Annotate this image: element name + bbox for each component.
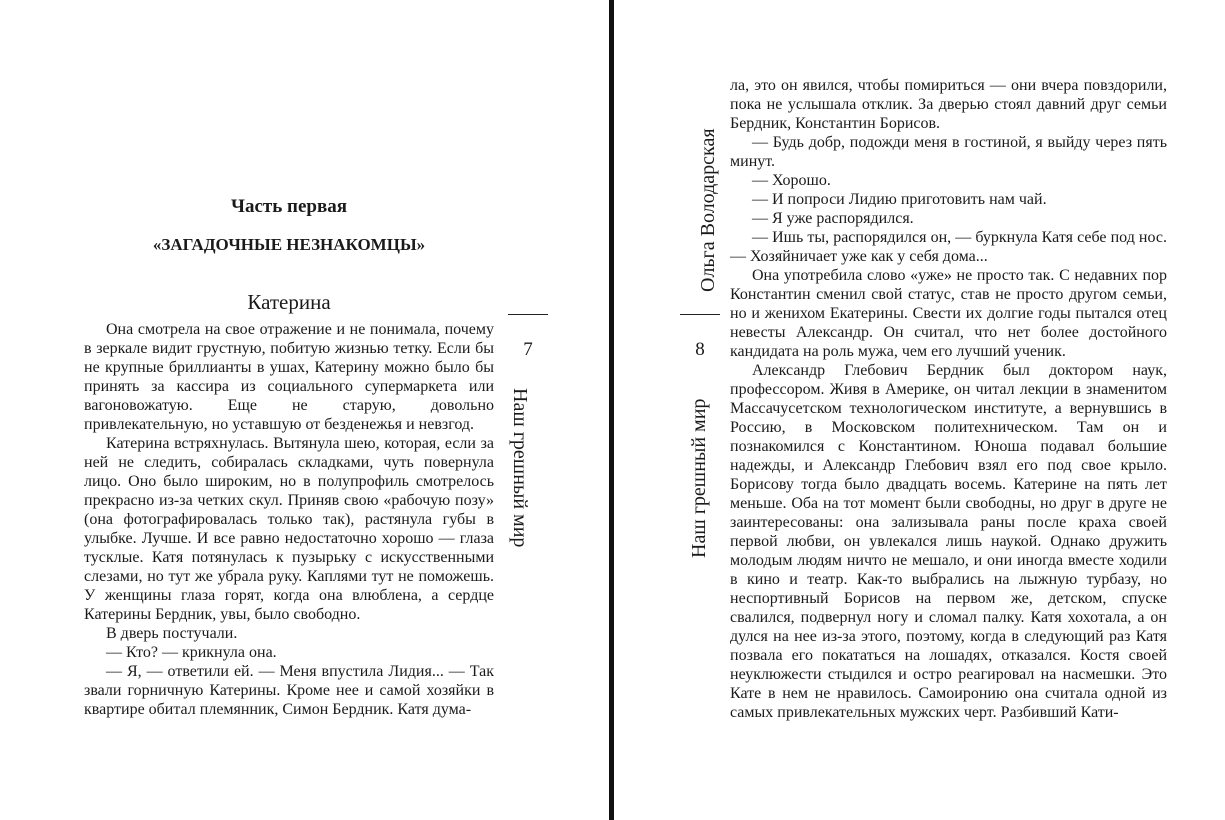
page-number-left: 7	[523, 339, 533, 360]
paragraph: — Хорошо.	[752, 172, 831, 189]
paragraph: — Будь добр, подожди меня в гостиной, я выйду через пять минут.	[730, 134, 1167, 170]
running-title-right: Наш грешный мир	[688, 398, 710, 558]
right-body-text	[730, 76, 1167, 722]
margin-rule	[680, 314, 720, 315]
paragraph: Она смотрела на свое отражение и не понимала, почему в зеркале видит грустную, побитую жизнью тетку. Если бы не крупные бриллианты в ушах, Катерину можно было бы принять за кассира из социального супермаркета или вагоновожатую. Еще не старую, довольно привлекательную, но уставшую от безденежья и невзгод.	[84, 321, 494, 433]
paragraph: — Я уже распорядился.	[752, 210, 914, 227]
paragraph: Катерина встряхнулась. Вытянула шею, которая, если за ней не следить, собиралась складками, чуть повернула лицо. Оно было широким, но в полупрофиль смотрелось прекрасно из-за четких скул. Приняв свою «рабочую позу» (она фотографировалась только так), растянула губы в улыбке. Лучше. И все равно недостаточно хорошо — глаза тусклые. Катя потянулась к пузырьку с искусственными слезами, но тут же убрала руку. Каплями тут не поможешь. У женщины глаза горят, когда она влюблена, а сердце Катерины Бердник, увы, было свободно.	[84, 435, 494, 623]
chapter-title: Катерина	[247, 290, 331, 314]
left-body-text	[84, 320, 494, 719]
paragraph: Александр Глебович Бердник был доктором наук, профессором. Живя в Америке, он читал лекции в знаменитом Массачусетском технологическом институте, а вернувшись в Россию, в Московском политехническом. Там он и познакомился с Константином. Юноша подавал большие надежды, и Александр Глебович взял его под свое крыло. Борисову тогда было двадцать восемь. Катерине на пять лет меньше. Оба на тот момент были свободны, но друг в друге не заинтересованы: она зализывала раны после краха своей первой любви, он увлекался лишь наукой. Однако дружить молодым людям ничто не мешало, и они иногда вместе ходили в кино и театр. Как-то выбрались на лыжную турбазу, но неспортивный Борисов на первом же, детском, спуске свалился, подвернул ногу и сломал палку. Катя хохотала, а он дулся на нее из-за этого, поэтому, когда в следующий раз Катя позвала его покататься на лошадях, отказался. Костя своей неуклюжести стыдился и остро реагировал на насмешки. Это Кате в нем не нравилось. Самоиронию она считала одной из самых привлекательных мужских черт. Разбивший Кати-	[730, 362, 1167, 721]
paragraph: — Ишь ты, распорядился он, — буркнула Катя себе под нос. — Хозяйничает уже как у себя дома...	[730, 229, 1167, 265]
paragraph: Она употребила слово «уже» не просто так. С недавних пор Константин сменил свой статус, став не просто другом семьи, но и женихом Екатерины. Свести их долгие годы пытался отец невесты Александр. Он считал, что нет более достойного кандидата на роль мужа, чем его лучший ученик.	[730, 267, 1167, 360]
margin-rule	[508, 314, 548, 315]
author-name: Ольга Володарская	[697, 128, 719, 292]
paragraph: — Я, — ответили ей. — Меня впустила Лидия... — Так звали горничную Катерины. Кроме нее и самой хозяйки в квартире обитал племянник, Симон Бердник. Катя дума-	[84, 663, 494, 718]
left-page	[0, 0, 609, 820]
paragraph: — Кто? — крикнула она.	[106, 644, 277, 661]
page-number-right: 8	[695, 339, 705, 360]
running-title-left: Наш грешный мир	[509, 388, 531, 548]
paragraph: — И попроси Лидию приготовить нам чай.	[752, 191, 1047, 208]
part-subtitle: «ЗАГАДОЧНЫЕ НЕЗНАКОМЦЫ»	[152, 235, 426, 254]
part-title: Часть первая	[231, 196, 347, 217]
paragraph: ла, это он явился, чтобы помириться — они вчера повздорили, пока не услышала отклик. За дверью стоял давний друг семьи Бердник, Константин Борисов.	[730, 77, 1167, 132]
paragraph: В дверь постучали.	[106, 625, 238, 642]
